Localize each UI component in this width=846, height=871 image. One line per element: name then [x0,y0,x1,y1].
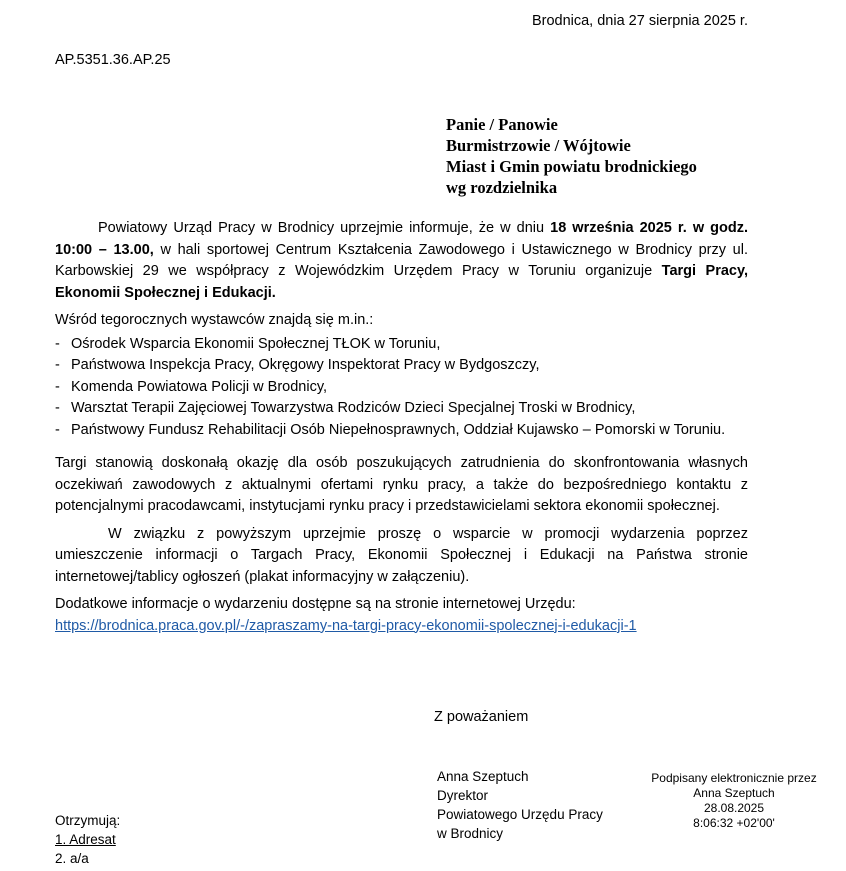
recipient-item: 2. a/a [55,851,89,866]
intro-location-text: w hali sportowej Centrum Kształcenia Zawodowego i Ustawicznego w Brodnicy przy ul. Karbowskiej 29 we współpracy z Wojewódzkim Urzędem Pracy w Toruniu organizuje [55,241,748,279]
exhibitors-list [55,334,748,442]
signatory-title: Dyrektor [437,788,489,803]
request-paragraph: W związku z powyższym uprzejmie proszę o wsparcie w promocji wydarzenia poprzez umieszczenie informacji o Targach Pracy, Ekonomii Społecznej i Edukacji na Państwa stronie internetowej/tablicy ogłoszeń (plakat informacyjny w załączeniu). [55,525,748,585]
list-item: - Państwowa Inspekcja Pracy, Okręgowy Inspektorat Pracy w Bydgoszczy, [55,355,748,377]
addressee-line: wg rozdzielnika [446,178,558,197]
esign-line: 8:06:32 +02'00' [693,816,775,830]
exhibitors-heading: Wśród tegorocznych wystawców znajdą się m.in.: [55,312,374,328]
esign-line: Anna Szeptuch [693,786,775,800]
addressee-line: Burmistrzowie / Wójtowie [446,136,631,155]
place-date: Brodnica, dnia 27 sierpnia 2025 r. [531,13,748,29]
list-item: - Państwowy Fundusz Rehabilitacji Osób Niepełnosprawnych, Oddział Kujawsko – Pomorski w Toruniu. [55,420,748,442]
letter-body [55,218,748,637]
recipient-item: 1. Adresat [55,832,116,847]
event-date: 18 września 2025 r. w godz. 10:00 – 13.00, [55,220,748,258]
esign-line: 28.08.2025 [703,801,765,815]
event-link[interactable]: https://brodnica.praca.gov.pl/-/zapraszamy-na-targi-pracy-ekonomii-spolecznej-i-edukacji-1 [55,617,637,634]
list-item: - Komenda Powiatowa Policji w Brodnicy, [55,377,748,399]
signatory-block [437,767,603,843]
addressee-block [446,114,697,198]
esign-line: Podpisany elektronicznie przez [651,771,817,785]
more-info-paragraph: Dodatkowe informacje o wydarzeniu dostępne są na stronie internetowej Urzędu: [55,596,576,612]
signatory-city: w Brodnicy [437,826,504,841]
list-item: - Warsztat Terapii Zajęciowej Towarzystwa Rodziców Dzieci Specjalnej Troski w Brodnicy, [55,398,748,420]
opportunity-paragraph: Targi stanowią doskonałą okazję dla osób poszukujących zatrudnienia do skonfrontowania własnych oczekiwań zawodowych z aktualnymi ofertami rynku pracy, a także do bezpośredniego kontaktu z potencjalnymi pracodawcami, instytucjami rynku pracy i przedstawicielami sektora ekonomii społecznej. [55,455,748,514]
reference-number: AP.5351.36.AP.25 [55,52,171,68]
recipients-block [55,811,120,868]
list-item: - Ośrodek Wsparcia Ekonomii Społecznej TŁOK w Toruniu, [55,334,748,356]
electronic-signature [645,771,823,831]
addressee-line: Panie / Panowie [446,115,558,134]
addressee-line: Miast i Gmin powiatu brodnickiego [446,157,697,176]
recipients-heading: Otrzymują: [55,813,121,828]
signatory-office: Powiatowego Urzędu Pracy [437,807,603,822]
signatory-name: Anna Szeptuch [437,769,529,784]
event-name: Targi Pracy, Ekonomii Społecznej i Edukacji. [55,263,748,301]
intro-text: Powiatowy Urząd Pracy w Brodnicy uprzejmie informuje, że w dniu [98,220,551,236]
link-paragraph [55,616,748,638]
closing: Z poważaniem [434,709,529,725]
intro-paragraph [55,218,748,304]
